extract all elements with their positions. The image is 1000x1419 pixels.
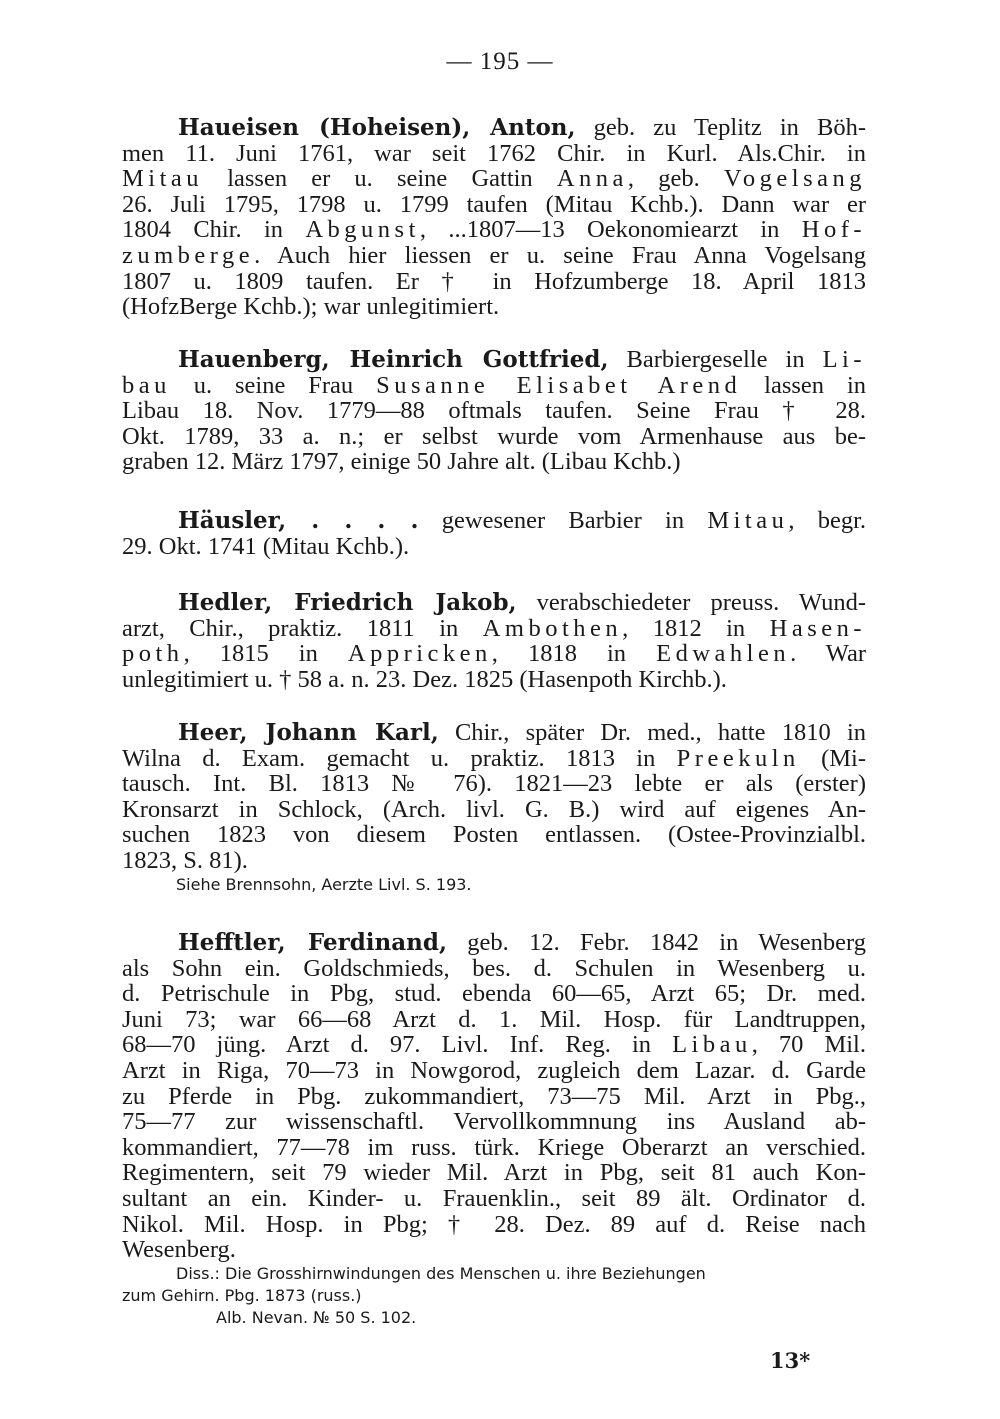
entry-line [122,1186,866,1212]
text-run: Susanne Elisabet Arend [376,371,742,399]
text-run: , geb. [627,165,724,193]
entry-name: Heer, Johann Karl, [178,719,439,746]
text-run: 68—70 jüng. Arzt d. 97. Livl. Inf. Reg. in [122,1031,673,1059]
entry-line [122,1135,866,1161]
entry-line [122,590,866,616]
text-run: Juni 73; war 66—68 Arzt d. 1. Mil. Hosp. für Landtruppen, [122,1005,866,1033]
text-run: Libau 18. Nov. 1779—88 oftmals taufen. Seine Frau † 28. [122,397,866,425]
entry-haeusler [122,508,866,559]
text-run: Abgunst [305,216,420,244]
entry-line [122,141,866,167]
signature-mark: 13* [770,1348,811,1373]
text-run: verabschiedeter preuss. Wund- [536,589,866,616]
text-run: men 11. Juni 1761, war seit 1762 Chir. in Kurl. Als.Chir. in [122,139,866,167]
text-run: d. Petrischule in Pbg, stud. ebenda 60—65, Arzt 65; Dr. med. [122,980,866,1008]
entry-line [122,746,866,772]
entry-line [122,1237,866,1263]
text-run: , ...1807—13 Oekonomiearzt in [419,216,802,244]
text-run: , 1812 in [622,614,770,642]
entry-line [122,269,866,295]
entry-line [122,1058,866,1084]
entry-line [122,294,866,320]
text-run: lassen in [741,371,867,399]
text-run: Edwahlen [656,640,791,668]
text-run: Barbiergeselle in [626,346,823,373]
text-run: gewesener Barbier in [441,507,708,534]
entry-line [122,398,866,424]
text-run: 75—77 zur wissenschaftl. Vervollkommnung ins Ausland ab- [122,1108,866,1136]
entry-name: Hedler, Friedrich Jakob, [178,589,517,616]
page-number: — 195 — [446,48,554,75]
entry-line [122,1212,866,1238]
entry-line [122,771,866,797]
text-run: Preekuln [676,744,800,772]
entry-note: Diss.: Die Grosshirnwindungen des Menschen u. ihre Beziehungen [176,1263,706,1283]
text-run: geb. zu Teplitz in Böh- [593,114,866,141]
text-run: Li- [822,346,866,373]
text-run: Okt. 1789, 33 a. n.; er selbst wurde vom Armenhause aus be- [122,422,866,450]
entry-line [122,930,866,956]
text-run: 26. Juli 1795, 1798 u. 1799 taufen (Mitau Kchb.). Dann war er [122,190,866,218]
text-run: 1823, S. 81). [122,846,248,874]
entry-line [122,1084,866,1110]
entry-line [122,956,866,982]
text-run: Ambothen [482,614,623,642]
text-run: bau [122,371,171,399]
text-run: Hasen- [769,614,867,642]
text-run: Appricken [347,640,492,668]
entry-line [122,192,866,218]
text-run: 1807 u. 1809 taufen. Er † in Hofzumberge 18. April 1813 [122,267,866,295]
text-run: u. seine Frau [170,371,377,399]
text-run: graben 12. März 1797, einige 50 Jahre alt. (Libau Kchb.) [122,448,681,476]
entry-line [122,243,866,269]
text-run: , begr. [788,507,867,534]
entry-line [122,508,866,534]
text-run: zu Pferde in Pbg. zukommandiert, 73—75 Mil. Arzt in Pbg., [122,1082,866,1110]
entry-hefftler [122,930,866,1329]
text-run: Arzt in Riga, 70—73 in Nowgorod, zugleich dem Lazar. d. Garde [122,1056,866,1084]
text-run: , 70 Mil. [751,1031,866,1059]
text-run: Vogelsang [723,165,866,193]
entry-line [122,848,866,874]
entry-name: Haueisen (Hoheisen), Anton, [178,114,576,141]
entry-line [122,1032,866,1058]
entry-line [122,449,866,475]
text-run: geb. 12. Febr. 1842 in Wesenberg [467,929,866,956]
entry-line [122,424,866,450]
text-run: . Auch hier liessen er u. seine Frau Anna Vogelsang [254,241,866,269]
text-run: Nikol. Mil. Hosp. in Pbg; † 28. Dez. 89 auf d. Reise nach [122,1210,866,1238]
text-run: , 1815 in [183,640,348,668]
text-run: 1804 Chir. in [122,216,306,244]
entry-line [122,720,866,746]
entry-line [122,1007,866,1033]
entry-line [122,534,866,560]
text-run: Anna [556,165,628,193]
entry-name: Hefftler, Ferdinand, [178,929,447,956]
text-run: , 1818 in [491,640,657,668]
text-run: tausch. Int. Bl. 1813 № 76). 1821—23 lebte er als (erster) [122,770,866,798]
text-run: zumberge [122,241,255,269]
entry-line [122,217,866,243]
text-run: 29. Okt. 1741 (Mitau Kchb.). [122,532,410,560]
entry-haueisen [122,115,866,320]
entry-name: Häusler, . . . . [178,507,419,534]
text-run: Chir., später Dr. med., hatte 1810 in [454,719,866,746]
entry-line [122,1160,866,1186]
entry-line [122,981,866,1007]
text-run: kommandiert, 77—78 im russ. türk. Kriege Oberarzt an verschied. [122,1133,866,1161]
entry-line [122,1109,866,1135]
entry-heer [122,720,866,896]
text-run: sultant an ein. Kinder- u. Frauenklin., seit 89 ält. Ordinator d. [122,1184,866,1212]
entry-line [122,166,866,192]
text-run: arzt, Chir., praktiz. 1811 in [122,614,483,642]
text-run: als Sohn ein. Goldschmieds, bes. d. Schulen in Wesenberg u. [122,954,866,982]
entry-line [122,667,866,693]
entry-note: zum Gehirn. Pbg. 1873 (russ.) [122,1285,362,1305]
text-run: (Mi- [799,744,866,772]
entry-line [122,347,866,373]
text-run: suchen 1823 von diesem Posten entlassen. (Ostee-Provinzialbl. [122,821,866,849]
text-run: (HofzBerge Kchb.); war unlegitimiert. [122,293,500,321]
text-run: . War [790,640,866,668]
text-run: Wesenberg. [122,1236,236,1264]
entry-line [122,797,866,823]
entry-line [122,616,866,642]
entry-line [122,373,866,399]
entry-hauenberg [122,347,866,475]
text-run: Kronsarzt in Schlock, (Arch. livl. G. B.) wird auf eigenes An- [122,795,866,823]
text-run: Wilna d. Exam. gemacht u. praktiz. 1813 in [122,744,677,772]
text-run: Mitau [707,507,789,534]
entry-line [122,115,866,141]
text-run: Regimentern, seit 79 wieder Mil. Arzt in Pbg, seit 81 auch Kon- [122,1159,866,1187]
entry-line [122,822,866,848]
text-run: Libau [672,1031,752,1059]
entry-note: Siehe Brennsohn, Aerzte Livl. S. 193. [176,874,472,894]
text-run: unlegitimiert u. † 58 a. n. 23. Dez. 1825 (Hasenpoth Kirchb.). [122,665,727,693]
entry-name: Hauenberg, Heinrich Gottfried, [178,346,609,373]
entry-hedler [122,590,866,692]
entry-line [122,641,866,667]
text-run: Hof- [801,216,867,244]
text-run: poth [122,640,184,668]
text-run: lassen er u. seine Gattin [203,165,557,193]
entry-note: Alb. Nevan. № 50 S. 102. [216,1307,417,1327]
text-run: Mitau [122,165,204,193]
